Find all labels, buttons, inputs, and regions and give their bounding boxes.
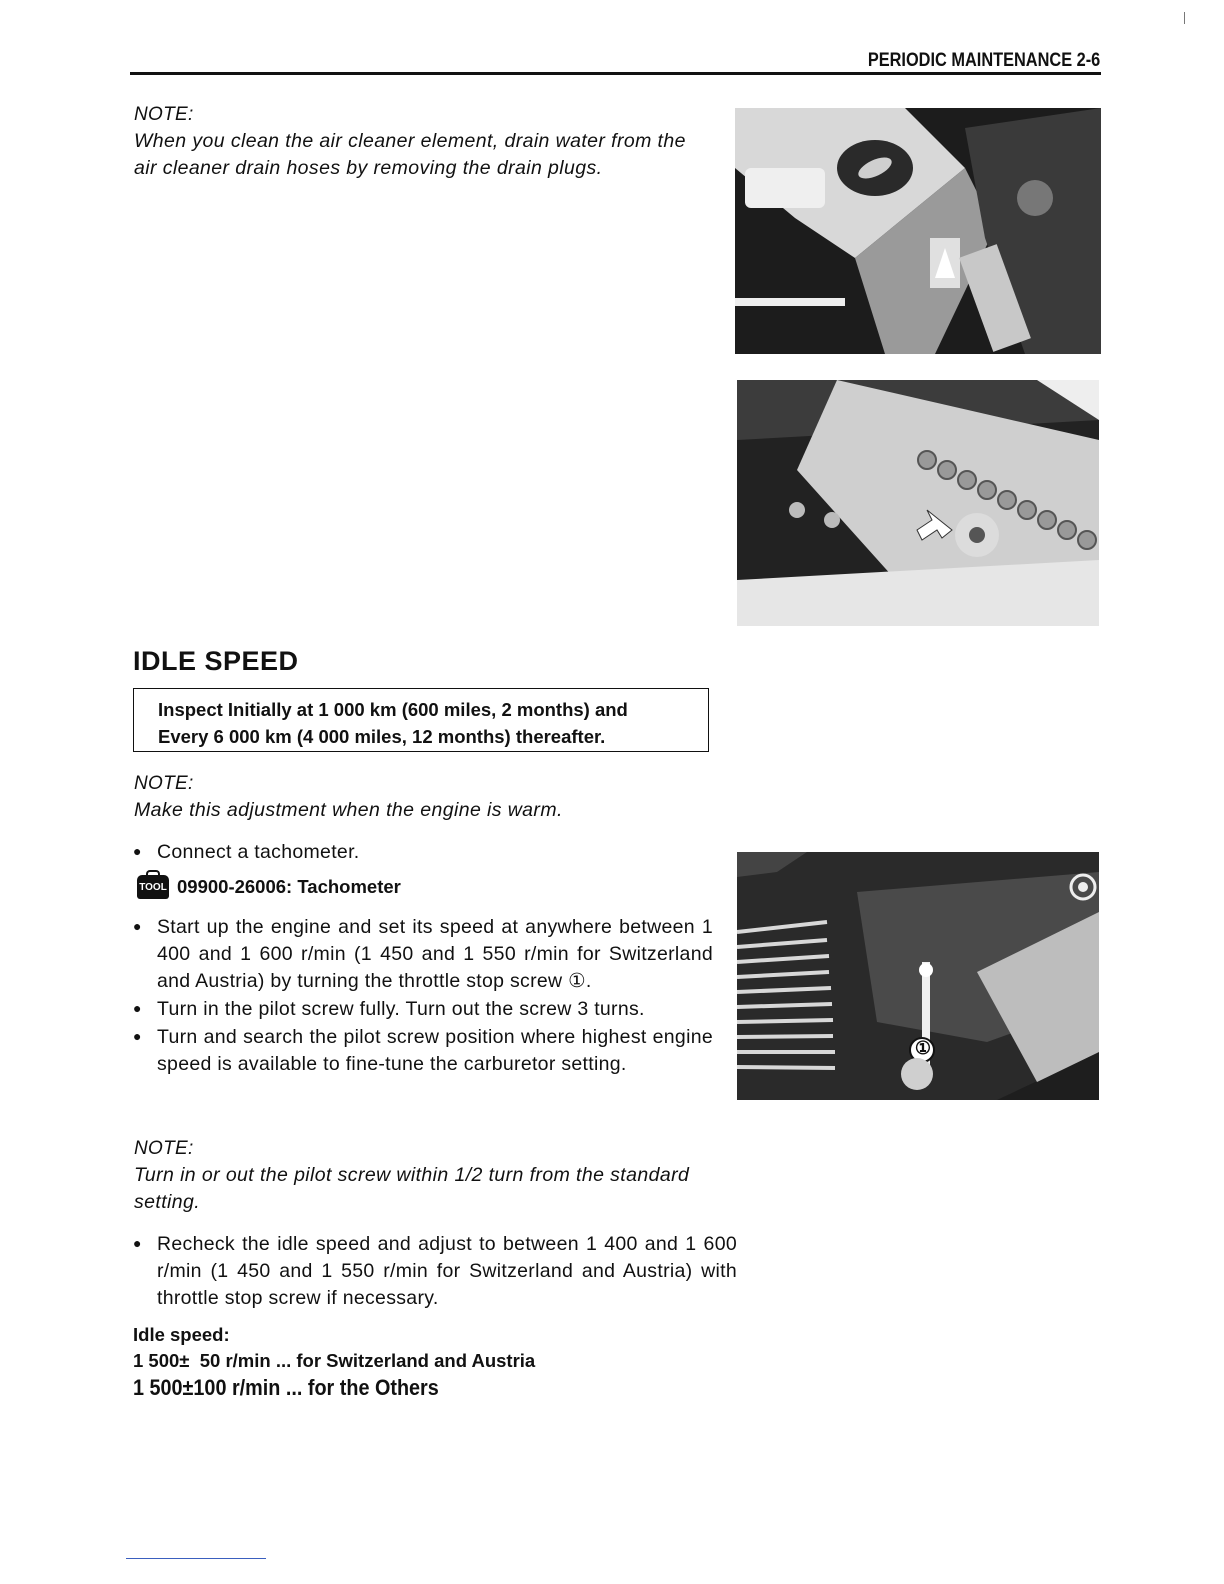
note-engine-warm: [134, 773, 714, 824]
note-label: NOTE:: [134, 104, 194, 125]
section-title: IDLE SPEED: [133, 646, 299, 676]
inspection-line-2: Every 6 000 km (4 000 miles, 12 months) thereafter.: [158, 726, 606, 747]
photo-throttle-stop-screw: [737, 852, 1099, 1100]
tool-number: 09900-26006: Tachometer: [177, 876, 401, 897]
spec-switzerland-austria: 1 500± 50 r/min ... for Switzerland and Austria: [133, 1350, 536, 1371]
footer-rule: [126, 1558, 266, 1559]
step-pilot-screw-in: ● Turn in the pilot screw fully. Turn out the screw 3 turns.: [133, 995, 713, 1023]
step-recheck-idle: ● Recheck the idle speed and adjust to between 1 400 and 1 600 r/min (1 450 and 1 550 r/min for Switzerland and Austria) with throttle stop screw if necessary.: [133, 1230, 737, 1312]
step-search-position: ● Turn and search the pilot screw position where highest engine speed is available to fine-tune the carburetor setting.: [133, 1023, 713, 1078]
idle-speed-spec: [133, 1322, 733, 1402]
note-label: NOTE:: [134, 773, 194, 794]
tool-icon: TOOL: [137, 875, 169, 899]
note-air-cleaner: [134, 104, 714, 182]
steps-list: [133, 913, 713, 1078]
note-pilot-screw: [134, 1138, 714, 1216]
page-header-title: PERIODIC MAINTENANCE 2-6: [867, 50, 1100, 71]
callout-throttle-stop-screw: ①: [914, 1038, 932, 1058]
note-text: When you clean the air cleaner element, drain water from the air cleaner drain hoses by removing the drain plugs.: [134, 130, 686, 179]
header-rule: [130, 72, 1101, 75]
margin-mark: [1184, 12, 1185, 24]
note-label: NOTE:: [134, 1138, 194, 1159]
note-text: Make this adjustment when the engine is warm.: [134, 799, 563, 821]
inspection-line-1: Inspect Initially at 1 000 km (600 miles, 2 months) and: [158, 699, 628, 720]
spec-label: Idle speed:: [133, 1324, 230, 1345]
inspection-interval-box: [133, 688, 709, 752]
spec-others: 1 500±100 r/min ... for the Others: [133, 1375, 439, 1400]
special-tool: [137, 875, 401, 899]
photo-drain-plug: [735, 108, 1101, 354]
photo-drain-hose: [737, 380, 1099, 626]
step-start-engine: ● Start up the engine and set its speed at anywhere between 1 400 and 1 600 r/min (1 450 and 1 550 r/min for Switzerland and Austria) by turning the throttle stop screw ①.: [133, 913, 713, 995]
note-text: Turn in or out the pilot screw within 1/2 turn from the standard setting.: [134, 1164, 690, 1213]
step-connect-tachometer: ● Connect a tachometer.: [133, 838, 737, 866]
